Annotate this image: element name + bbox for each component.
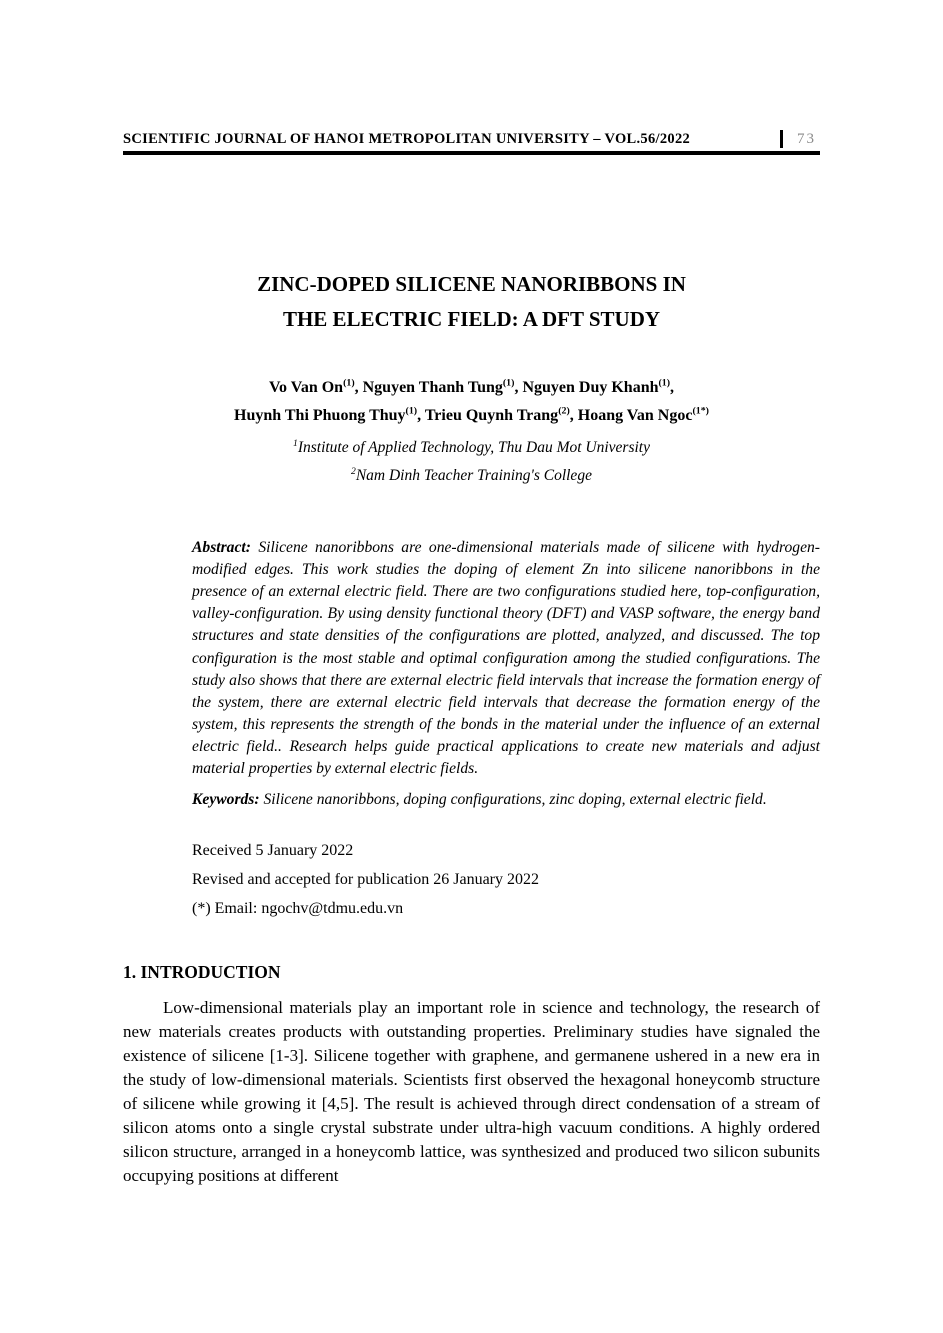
meta-block — [192, 842, 820, 918]
author-affiliation-marker: (2) — [558, 405, 570, 417]
author-affiliation-marker: (1) — [502, 377, 515, 389]
abstract-label: Abstract: — [192, 538, 251, 556]
author-separator: , — [354, 378, 363, 396]
affiliation-text: Nam Dinh Teacher Training's College — [355, 467, 592, 485]
journal-title: SCIENTIFIC JOURNAL OF HANOI METROPOLITAN UNIVERSITY – VOL.56/2022 — [123, 131, 691, 147]
paper-title-line2: THE ELECTRIC FIELD: A DFT STUDY — [282, 307, 661, 332]
page-number: 73 — [797, 131, 816, 147]
author-affiliation-marker: (1) — [405, 405, 418, 417]
introduction-paragraph: Low-dimensional materials play an important role in science and technology, the research of new materials creates products with outstanding properties. Preliminary studies have signaled the existence of silicene [1-3]. Silicene together with graphene, and germanene ushered in a new era in the study of low-dimensional materials. Scientists first observed the hexagonal honeycomb structure of silicene while growing it [4,5]. The result is achieved through direct condensation of a stream of silicon atoms onto a single crystal substrate under ultra-high vacuum conditions. A highly ordered silicon structure, arranged in a honeycomb lattice, was synthesized and produced two silicon subunits occupying positions at different — [123, 997, 820, 1186]
authors-line-2 — [123, 402, 820, 430]
keywords-text: Silicene nanoribbons, doping configurations, zinc doping, external electric field. — [259, 791, 767, 809]
affiliation-2 — [123, 462, 820, 491]
affiliation-marker: 2 — [351, 466, 356, 478]
page-number-box — [780, 130, 820, 148]
author-name: Hoang Van Ngoc — [577, 406, 693, 424]
section-heading-introduction: 1. INTRODUCTION — [123, 961, 281, 982]
keywords — [192, 789, 820, 811]
affiliation-marker: 1 — [293, 437, 298, 449]
affiliation-1 — [123, 434, 820, 463]
affiliations-list — [123, 434, 820, 491]
author-affiliation-marker: (1*) — [692, 405, 709, 417]
abstract — [192, 537, 820, 781]
author-name: Trieu Quynh Trang — [424, 406, 559, 424]
email-line: (*) Email: ngochv@tdmu.edu.vn — [192, 899, 404, 917]
abstract-text: Silicene nanoribbons are one-dimensional materials made of silicene with hydrogen-modified edges. This work studies the doping of element Zn into silicene nanoribbons in the presence of an external electric field. There are two configurations studied here, top-configuration, valley-configuration. By using density functional theory (DFT) and VASP software, the energy band structures and state densities of the configurations are plotted, analyzed, and discussed. The top configuration is the most stable and optimal configuration among the studied configurations. The study also shows that there are external electric field intervals that increase the formation energy of the system, there are external electric field intervals that decrease the formation energy of the system, this represents the strength of the bonds in the material under the influence of an external electric field.. Research helps guide practical applications to create new materials and adjust material properties by external electric fields. — [192, 538, 820, 778]
authors-list — [123, 374, 820, 430]
received-line: Received 5 January 2022 — [192, 841, 354, 859]
author-affiliation-marker: (1) — [658, 377, 671, 389]
author-name: Nguyen Duy Khanh — [522, 378, 659, 396]
author-affiliation-marker: (1) — [343, 377, 355, 389]
paper-title-line1: ZINC-DOPED SILICENE NANORIBBONS IN — [257, 272, 686, 296]
author-separator: , — [569, 406, 578, 424]
journal-header — [123, 130, 820, 155]
author-name: Vo Van On — [268, 378, 344, 396]
revised-line: Revised and accepted for publication 26 January 2022 — [192, 870, 539, 888]
author-separator: , — [417, 406, 425, 424]
author-separator: , — [670, 378, 675, 396]
author-name: Nguyen Thanh Tung — [362, 378, 503, 396]
keywords-label: Keywords: — [192, 791, 260, 809]
paper-title — [123, 267, 820, 338]
authors-line-1 — [123, 374, 820, 402]
affiliation-text: Institute of Applied Technology, Thu Dau Mot University — [297, 438, 650, 456]
author-name: Huynh Thi Phuong Thuy — [234, 406, 406, 424]
author-separator: , — [514, 378, 523, 396]
